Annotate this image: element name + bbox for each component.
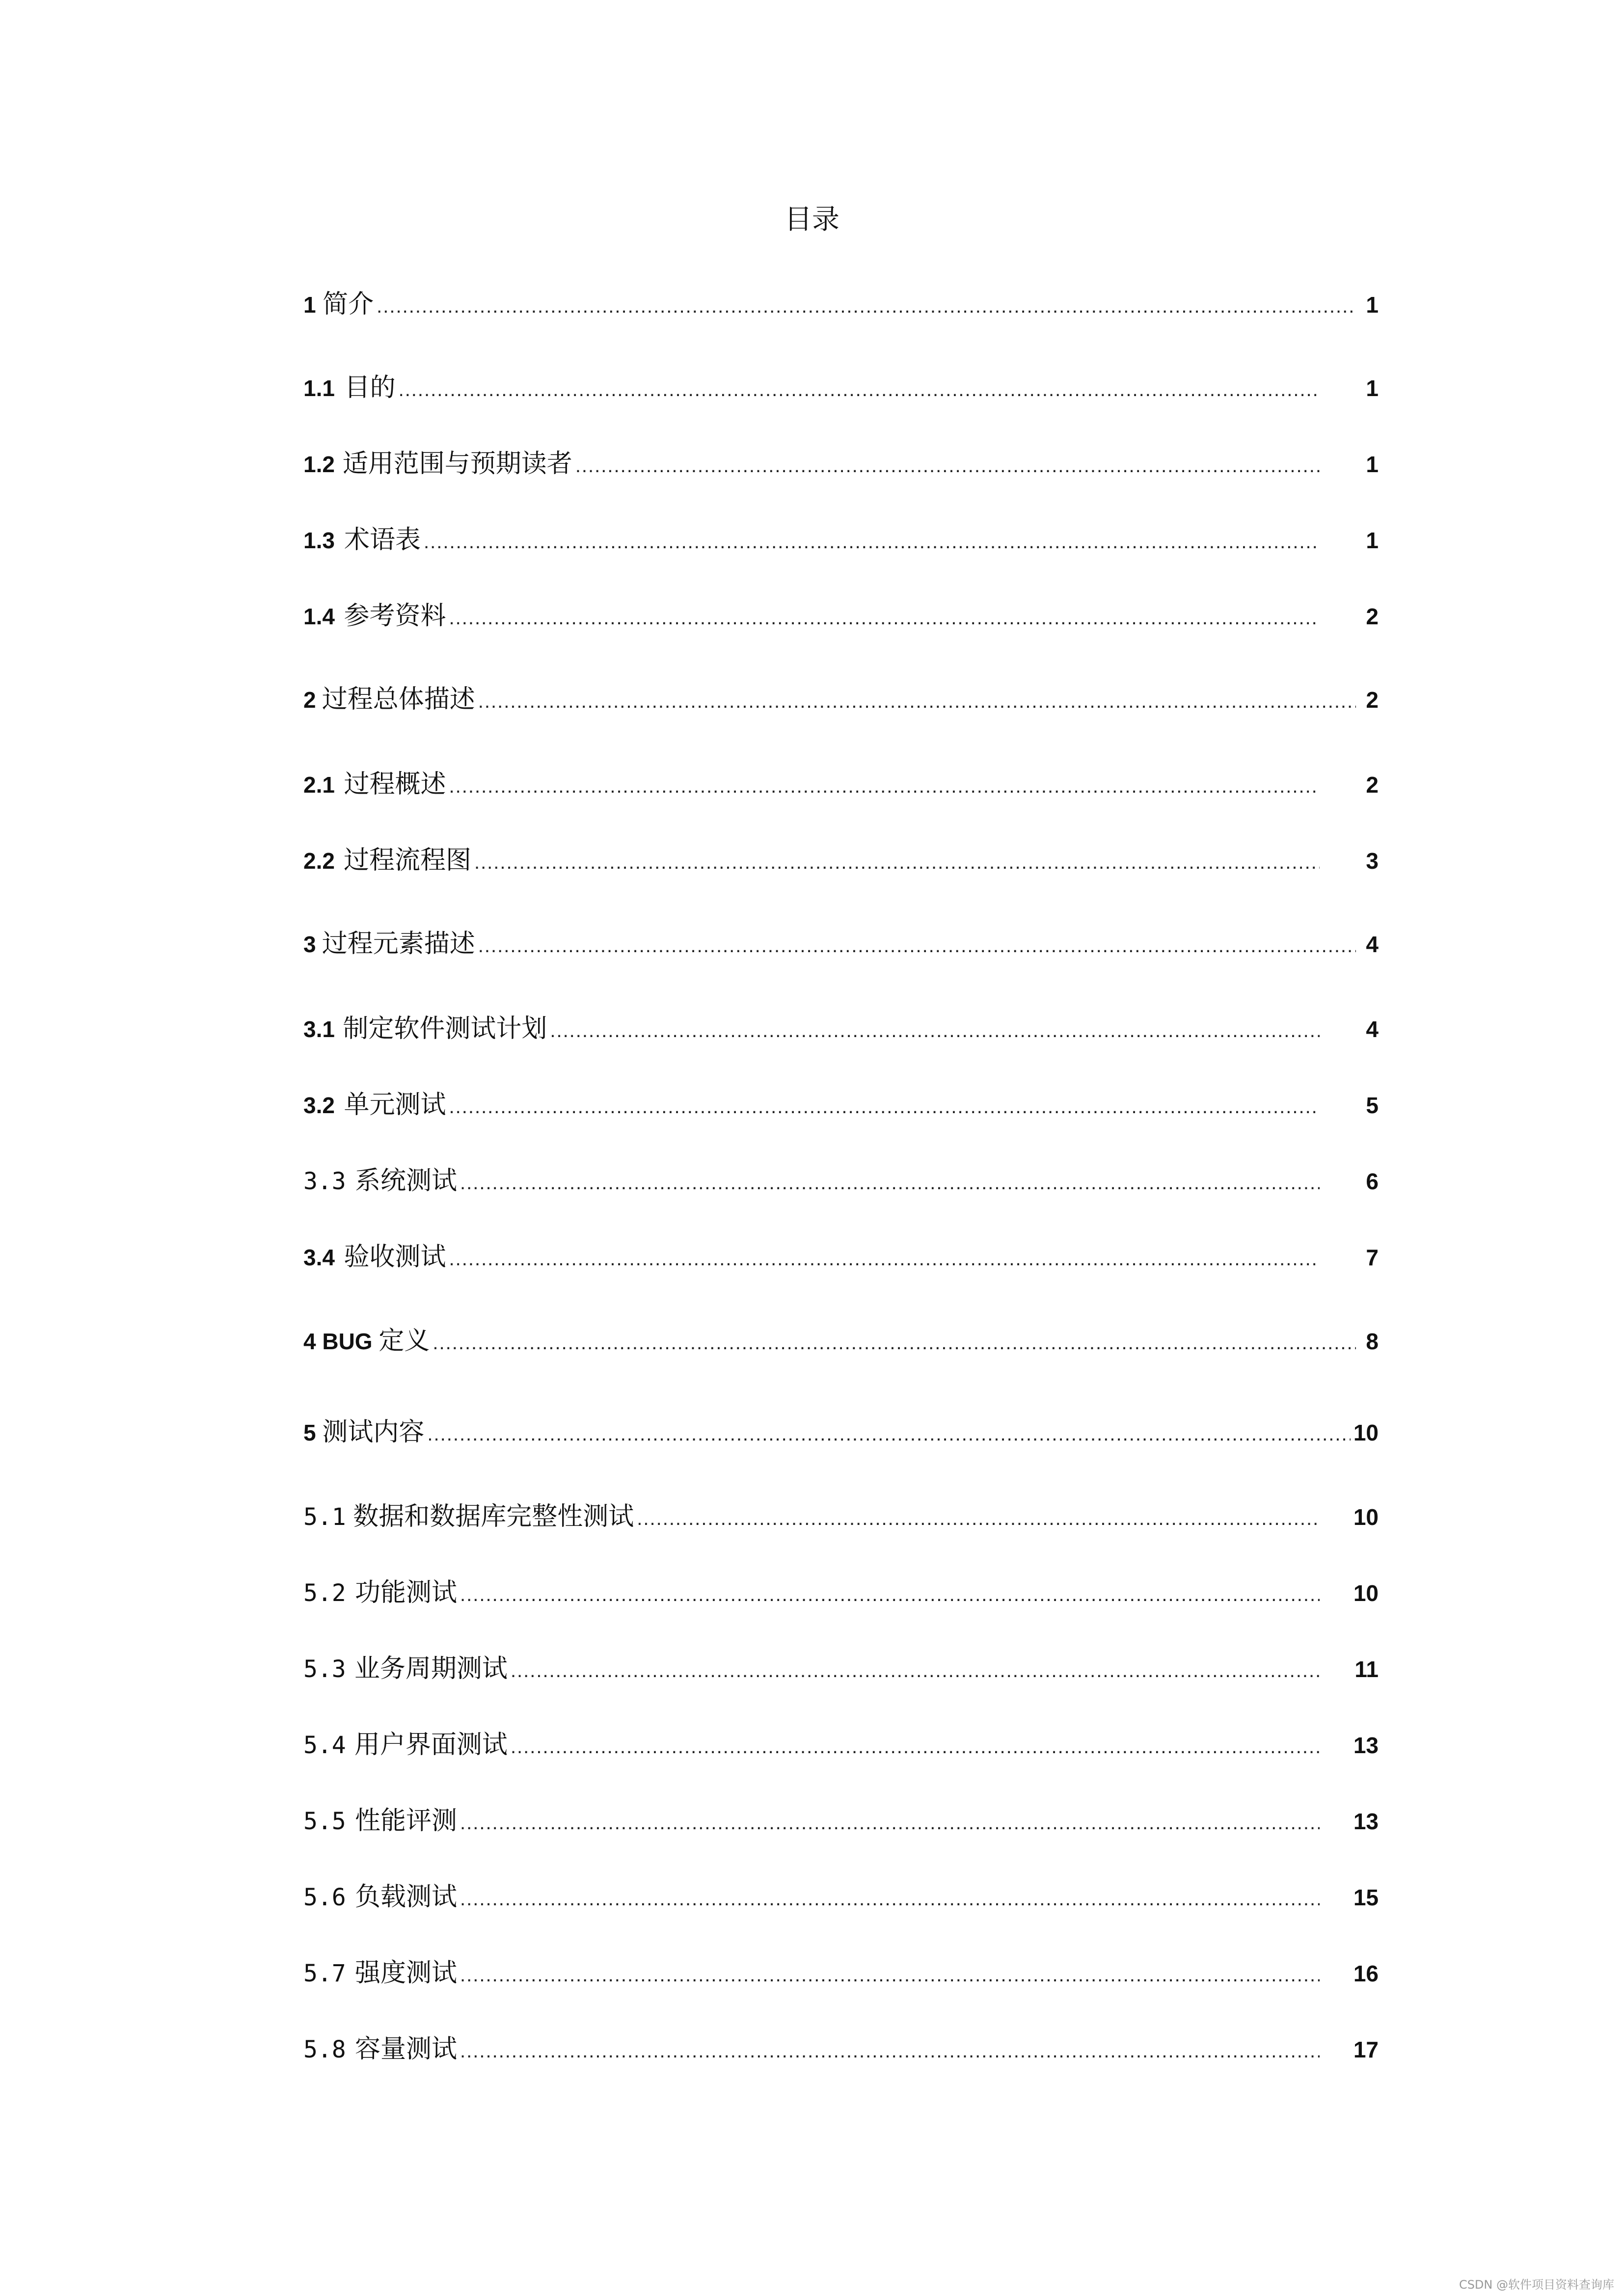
toc-entry-label: 术语表 [344,525,421,555]
toc-dot-leader [449,767,1320,806]
toc-dot-leader [449,598,1320,638]
toc-dot-leader [460,2031,1320,2071]
toc-entry-3-4[interactable] [303,1237,1379,1277]
toc-entry-label: 简介 [323,290,374,319]
toc-entry-label: 单元测试 [344,1090,446,1120]
toc-entry-label: 适用范围与预期读者 [342,449,572,479]
toc-entry-label: 性能评测 [355,1806,458,1836]
toc-entry-1[interactable] [303,285,1379,324]
toc-entry-3-3[interactable] [303,1161,1379,1201]
toc-entry-5-8[interactable] [303,2029,1379,2069]
toc-dot-leader [550,1011,1320,1050]
toc-entry-number: 5.5 [303,1808,346,1835]
toc-entry-1-2[interactable] [303,444,1379,483]
toc-entry-number: 2 [303,687,316,713]
toc-entry-5-6[interactable] [303,1877,1379,1917]
toc-entry-page: 8 [1366,1329,1379,1354]
toc-entry-page: 10 [1353,1580,1379,1606]
toc-dot-leader [427,1415,1350,1454]
toc-entry-1-1[interactable] [303,368,1379,407]
toc-entry-label: 过程流程图 [343,846,471,875]
toc-dot-leader [399,370,1320,409]
toc-entry-3-2[interactable] [303,1085,1379,1124]
toc-entry-page: 4 [1366,1016,1379,1042]
toc-entry-5-7[interactable] [303,1953,1379,1993]
toc-entry-number: 2.2 [303,848,335,874]
toc-entry-label: 负载测试 [355,1882,458,1912]
toc-entry-number: 3 [303,932,316,957]
toc-entry-label: 系统测试 [355,1166,458,1196]
toc-entry-3-1[interactable] [303,1009,1379,1048]
toc-entry-label: 数据和数据库完整性测试 [353,1502,634,1531]
toc-entry-number: 5.6 [303,1884,346,1911]
toc-entry-label: 参考资料 [344,601,446,631]
toc-dot-leader [460,1803,1320,1842]
toc-entry-number: 5.7 [303,1960,346,1987]
toc-entry-label: 测试内容 [322,1417,425,1447]
toc-entry-page: 6 [1366,1169,1379,1194]
toc-entry-2-1[interactable] [303,765,1379,804]
toc-entry-page: 5 [1366,1093,1379,1118]
toc-entry-page: 1 [1366,452,1379,477]
toc-dot-leader [478,682,1356,721]
toc-entry-page: 16 [1353,1961,1379,1986]
watermark-text: CSDN @软件项目资料查询库 [1459,2278,1614,2292]
toc-entry-page: 4 [1366,932,1379,957]
toc-entry-label: 业务周期测试 [354,1654,508,1683]
toc-entry-2-2[interactable] [303,841,1379,880]
toc-entry-5-1[interactable] [303,1497,1379,1536]
toc-dot-leader [449,1087,1320,1126]
toc-entry-page: 2 [1366,687,1379,713]
toc-entry-number: 5.3 [303,1655,346,1683]
toc-entry-number: 5 [303,1420,316,1445]
toc-dot-leader [460,1575,1320,1614]
toc-entry-3[interactable] [303,924,1379,963]
toc-entry-number: 4 BUG [303,1329,373,1354]
toc-entry-page: 13 [1353,1733,1379,1758]
toc-entry-5[interactable] [303,1413,1379,1452]
toc-entry-number: 2.1 [303,772,335,798]
toc-entry-5-2[interactable] [303,1573,1379,1612]
toc-entry-page: 17 [1353,2037,1379,2062]
toc-entry-label: 验收测试 [344,1242,446,1272]
toc-entry-number: 1.1 [303,375,335,401]
toc-entry-page: 10 [1353,1504,1379,1530]
toc-entry-label: 容量测试 [355,2034,458,2064]
toc-entry-number: 1.2 [303,452,335,477]
toc-entry-number: 1.3 [303,528,335,553]
toc-entry-label: 过程总体描述 [322,685,475,714]
toc-entry-page: 10 [1353,1420,1379,1445]
toc-entry-1-4[interactable] [303,596,1379,636]
toc-entry-label: 制定软件测试计划 [343,1014,547,1043]
toc-entry-page: 3 [1366,848,1379,874]
toc-entry-number: 3.2 [303,1093,335,1118]
toc-entry-label: 功能测试 [355,1578,458,1607]
toc-entry-page: 1 [1366,528,1379,553]
toc-entry-number: 1 [303,292,316,318]
toc-dot-leader [575,446,1320,485]
toc-entry-page: 2 [1366,604,1379,629]
toc-entry-number: 5.1 [303,1503,346,1531]
toc-entry-number: 5.8 [303,2036,346,2063]
toc-entry-page: 1 [1366,375,1379,401]
toc-entry-number: 3.1 [303,1016,335,1042]
toc-dot-leader [424,522,1320,561]
toc-dot-leader [478,926,1356,965]
toc-entry-number: 1.4 [303,604,335,629]
toc-entry-number: 3.4 [303,1245,335,1270]
toc-dot-leader [511,1651,1320,1690]
toc-entry-label: 过程概述 [344,770,446,799]
toc-entry-label: 过程元素描述 [322,929,475,959]
toc-entry-page: 2 [1366,772,1379,798]
toc-dot-leader [433,1323,1356,1362]
toc-entry-5-3[interactable] [303,1649,1379,1688]
toc-entry-label: 强度测试 [355,1958,458,1988]
toc-dot-leader [474,843,1320,882]
toc-entry-page: 1 [1366,292,1379,318]
toc-dot-leader [377,287,1356,326]
toc-entry-2[interactable] [303,680,1379,719]
toc-entry-number: 5.2 [303,1579,346,1607]
toc-entry-label: 用户界面测试 [354,1730,508,1760]
toc-entry-page: 15 [1353,1885,1379,1910]
toc-entry-label: 目的 [344,373,396,402]
toc-entry-page: 7 [1366,1245,1379,1270]
toc-entry-label: 定义 [379,1326,430,1356]
toc-entry-5-4[interactable] [303,1725,1379,1764]
toc-entry-page: 11 [1354,1656,1379,1682]
toc-entry-5-5[interactable] [303,1801,1379,1841]
toc-dot-leader [449,1239,1320,1279]
toc-entry-page: 13 [1353,1809,1379,1834]
toc-entry-1-3[interactable] [303,520,1379,560]
toc-dot-leader [460,1163,1320,1202]
toc-entry-number: 3.3 [303,1168,346,1195]
toc-entry-4[interactable] [303,1321,1379,1361]
toc-dot-leader [460,1879,1320,1919]
toc-title: 目录 [785,204,839,236]
toc-entry-number: 5.4 [303,1732,346,1759]
toc-dot-leader [460,1955,1320,1995]
toc-dot-leader [637,1499,1320,1538]
toc-dot-leader [511,1727,1320,1766]
